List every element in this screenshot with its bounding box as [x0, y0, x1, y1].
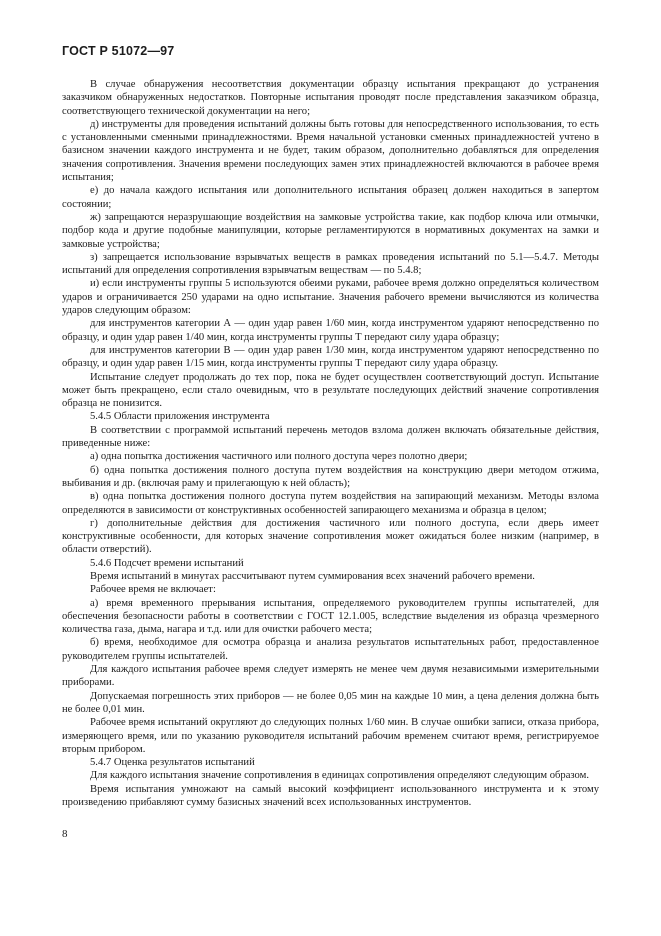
list-item-a: а) время временного прерывания испытания, определяемого руководителем группы испытателей, для обеспечения безопасности работы в соответствии с ГОСТ 12.1.005, вследствие выделения из образца чрезмерного количества газа, дыма, нагара и т.д. или для очистки рабочего места; — [62, 597, 599, 636]
paragraph: В соответствии с программой испытаний перечень методов взлома должен включать обязательные действия, приведенные ниже: — [62, 424, 599, 450]
paragraph: Испытание следует продолжать до тех пор, пока не будет осуществлен соответствующий доступ. Испытание может быть прекращено, если стало очевидным, что в результате последующих действий значение сопротивления образца не понизится. — [62, 371, 599, 410]
list-item-v: в) одна попытка достижения полного доступа путем воздействия на запирающий механизм. Методы взлома определяются в зависимости от конструктивных особенностей запирающего механизма и образца в целом; — [62, 491, 599, 516]
list-item-e: е) до начала каждого испытания или дополнительного испытания образец должен находиться в запертом состоянии; — [62, 185, 599, 210]
section-heading-5-4-5: 5.4.5 Области приложения инструмента — [90, 411, 270, 423]
list-item-z: з) запрещается использование взрывчатых веществ в рамках проведения испытаний по 5.1—5.4.7. Методы испытаний для определения сопротивления взрывчатым веществам — по 5.4.8; — [62, 251, 599, 277]
paragraph: В случае обнаружения несоответствия документации образцу испытания прекращают до устранения заказчиком обнаруженных недостатков. Повторные испытания проводят после представления заказчиком образца, соответствующего технической документации на него; — [62, 79, 599, 117]
paragraph: для инструментов категории А — один удар равен 1/60 мин, когда инструментом ударяют непосредственно по образцу, и один удар равен 1/40 мин, когда инструменты группы Т передают силу удара образцу; — [62, 318, 599, 343]
paragraph: для инструментов категории В — один удар равен 1/30 мин, когда инструментом ударяют непосредственно по образцу, и один удар равен 1/15 мин, когда инструменты группы Т передают силу удара образцу. — [62, 344, 599, 370]
list-item-b: б) время, необходимое для осмотра образца и анализа результатов испытательных работ, предоставленное руководителем группы испытателей. — [62, 637, 599, 662]
paragraph: Для каждого испытания рабочее время следует измерять не менее чем двумя независимыми измерительными приборами. — [62, 664, 599, 689]
document-body — [62, 78, 599, 809]
list-item-a: а) одна попытка достижения частичного или полного доступа через полотно двери; — [90, 451, 468, 463]
paragraph: Допускаемая погрешность этих приборов — не более 0,05 мин на каждые 10 мин, а цена деления должна быть не более 0,01 мин. — [62, 690, 599, 715]
page-number: 8 — [62, 828, 68, 840]
document-header: ГОСТ Р 51072—97 — [62, 44, 175, 58]
list-item-zh: ж) запрещаются неразрушающие воздействия на замковые устройства такие, как подбор ключа или отмычки, подбор кода и другие подобные манипуляции, которые регламентируются в нормативных документах на замки и замковые устройства; — [62, 211, 599, 250]
section-heading-5-4-6: 5.4.6 Подсчет времени испытаний — [90, 557, 244, 569]
paragraph: Время испытаний в минутах рассчитывают путем суммирования всех значений рабочего времени. — [90, 570, 535, 582]
paragraph: Для каждого испытания значение сопротивления в единицах сопротивления определяют следующим образом. — [90, 770, 589, 782]
list-item-g: г) дополнительные действия для достижения частичного или полного доступа, если дверь имеет конструктивные особенности, для которых значение сопротивления может ожидаться более низким (например, в области отверстий). — [62, 517, 599, 556]
section-heading-5-4-7: 5.4.7 Оценка результатов испытаний — [90, 757, 255, 769]
paragraph: Рабочее время не включает: — [90, 584, 216, 596]
paragraph: Рабочее время испытаний округляют до следующих полных 1/60 мин. В случае ошибки записи, отказа прибора, измеряющего время, или по указанию руководителя испытаний рабочим временем считают время, регистрируемое вторым прибором. — [62, 717, 599, 755]
list-item-d: д) инструменты для проведения испытаний должны быть готовы для непосредственного использования, то есть с установленными сменными принадлежностями. Время начальной установки сменных принадлежностей учтено в базисном значении каждого инструмента и не будет, таким образом, дополнительно добавляться для определения значения сопротивления. Значения времени последующих замен этих принадлежностей включаются в рабочее время испытания; — [62, 118, 599, 184]
list-item-i: и) если инструменты группы 5 используются обеими руками, рабочее время должно определяться количеством ударов и ограничивается 250 ударами на одно испытание. Значения рабочего времени вычисляются из количества ударов следующим образом: — [62, 278, 599, 317]
paragraph: Время испытания умножают на самый высокий коэффициент использованного инструмента и к этому произведению прибавляют сумму базисных значений всех использованных инструментов. — [62, 783, 599, 809]
list-item-b: б) одна попытка достижения полного доступа путем воздействия на конструкцию двери методом отжима, выбивания и др. (включая раму и прилегающую к ней область); — [62, 464, 599, 489]
